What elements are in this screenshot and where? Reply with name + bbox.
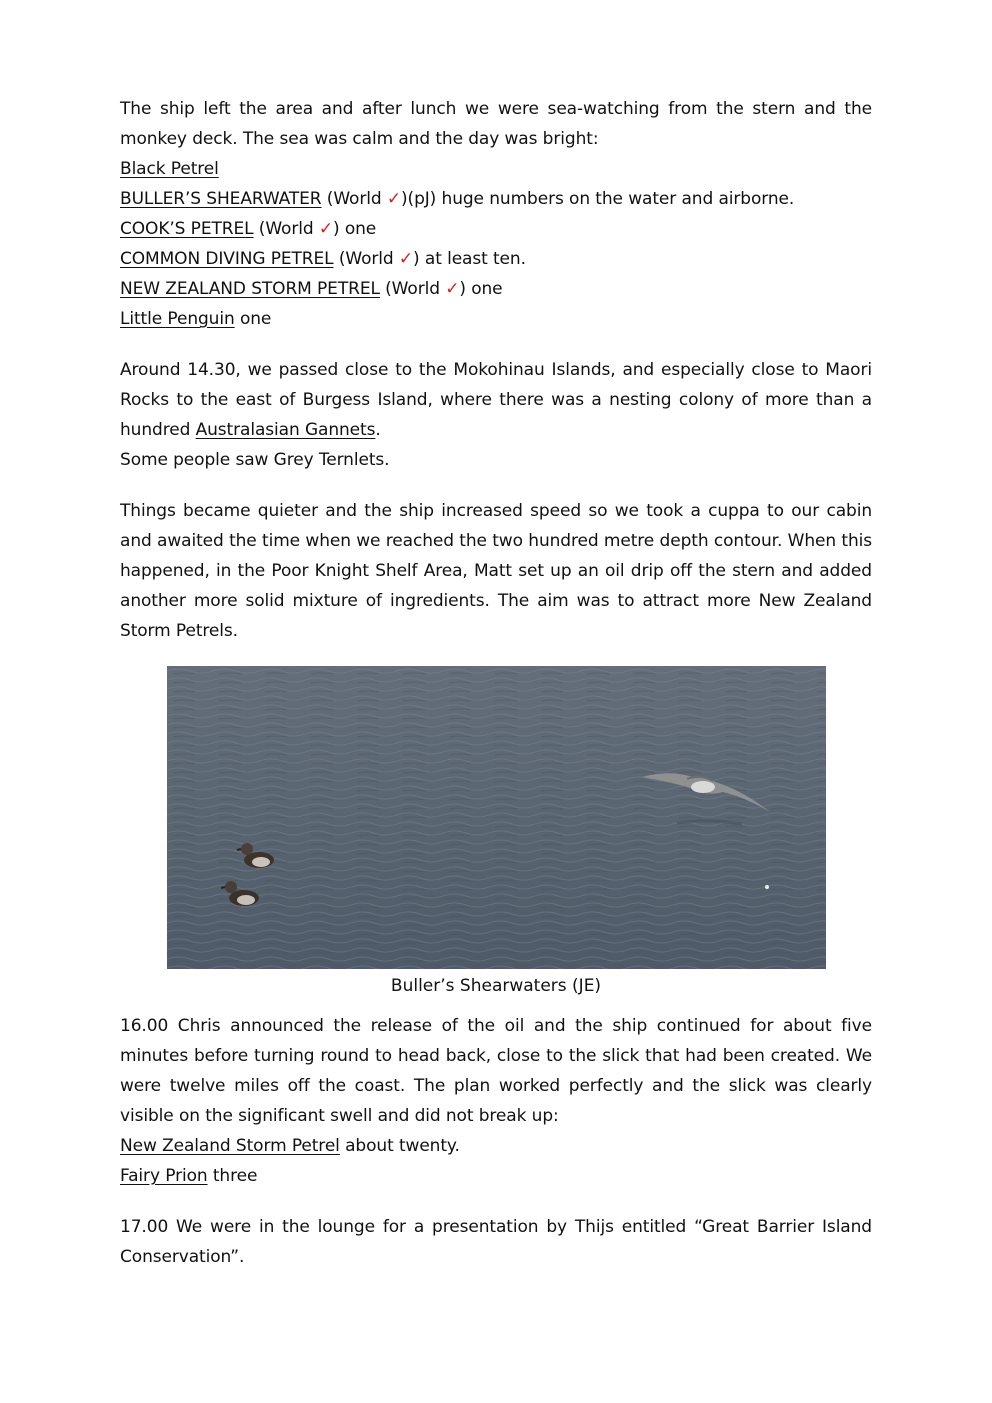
quieter-paragraph: Things became quieter and the ship increased speed so we took a cuppa to our cabin and awaited the time when we reached the two hundred metre depth contour. When this happened, in the Poor Knight Shelf Area, Matt set up an oil drip off the stern and added another more solid mixture of ingredients. The aim was to attract more New Zealand Storm Petrels.: [120, 501, 872, 641]
lounge-paragraph: 17.00 We were in the lounge for a presentation by Thijs entitled “Great Barrier Island Conservation”.: [120, 1217, 872, 1267]
species-name: BULLER’S SHEARWATER: [120, 189, 322, 209]
red-tick-icon: ✓: [398, 249, 414, 269]
sighting-note: one: [234, 309, 272, 329]
species-name: Black Petrel: [120, 159, 219, 179]
sea-photo-illustration: [167, 666, 826, 969]
sighting-note: three: [207, 1166, 258, 1186]
sighting-line: [120, 274, 872, 304]
species-name: Australasian Gannets: [195, 420, 376, 440]
sea-ripples: [167, 666, 826, 969]
water-glint: [765, 885, 769, 889]
intro-paragraph: The ship left the area and after lunch we were sea-watching from the stern and the monkey deck. The sea was calm and the day was bright:: [120, 99, 872, 149]
species-name: New Zealand Storm Petrel: [120, 1136, 340, 1156]
sighting-note-prefix: (World: [379, 279, 446, 299]
red-tick-icon: ✓: [386, 189, 402, 209]
sighting-line: [120, 154, 872, 184]
intro-section: [120, 94, 872, 334]
red-tick-icon: ✓: [445, 279, 460, 299]
species-name: COMMON DIVING PETREL: [120, 249, 334, 269]
species-name: Fairy Prion: [120, 1166, 208, 1186]
bullers-shearwaters-photo: [167, 666, 826, 969]
photo-caption: Buller’s Shearwaters (JE): [390, 976, 602, 996]
intro-sightings-list: [120, 154, 872, 334]
slick-paragraph: 16.00 Chris announced the release of the oil and the ship continued for about five minutes before turning round to head back, close to the slick that had been created. We were twelve miles off the coast. The plan worked perfectly and the slick was clearly visible on the significant swell and did not break up:: [120, 1016, 872, 1126]
species-name: Little Penguin: [120, 309, 235, 329]
sighting-line: [120, 304, 872, 334]
species-name: COOK’S PETREL: [120, 219, 254, 239]
ternlets-line: Some people saw Grey Ternlets.: [120, 450, 390, 470]
sighting-note: ) one: [459, 279, 503, 299]
mokohinau-paragraph: [120, 355, 872, 445]
sighting-note-prefix: (World: [333, 249, 399, 269]
quieter-section: [120, 496, 872, 646]
mokohinau-section: [120, 355, 872, 475]
sighting-line: [120, 214, 872, 244]
species-name: NEW ZEALAND STORM PETREL: [120, 279, 380, 299]
sighting-note: ) at least ten.: [413, 249, 526, 269]
sighting-line: [120, 1131, 872, 1161]
paragraph-text: .: [375, 420, 381, 440]
red-tick-icon: ✓: [318, 219, 333, 239]
slick-section: [120, 1011, 872, 1191]
sighting-note: ) one: [333, 219, 377, 239]
sighting-line: [120, 184, 872, 214]
sighting-note: )(pJ) huge numbers on the water and airborne.: [401, 189, 795, 209]
paragraph-text: Around 14.30, we passed close to the Mokohinau Islands, and especially close to Maori Rocks to the east of Burgess Island, where there was a nesting colony of more than a hundred: [120, 360, 872, 440]
sighting-note-prefix: (World: [253, 219, 319, 239]
sighting-note-prefix: (World: [321, 189, 387, 209]
sighting-line: [120, 244, 872, 274]
lounge-section: [120, 1212, 872, 1272]
sighting-line: [120, 1161, 872, 1191]
sighting-note: about twenty.: [339, 1136, 460, 1156]
